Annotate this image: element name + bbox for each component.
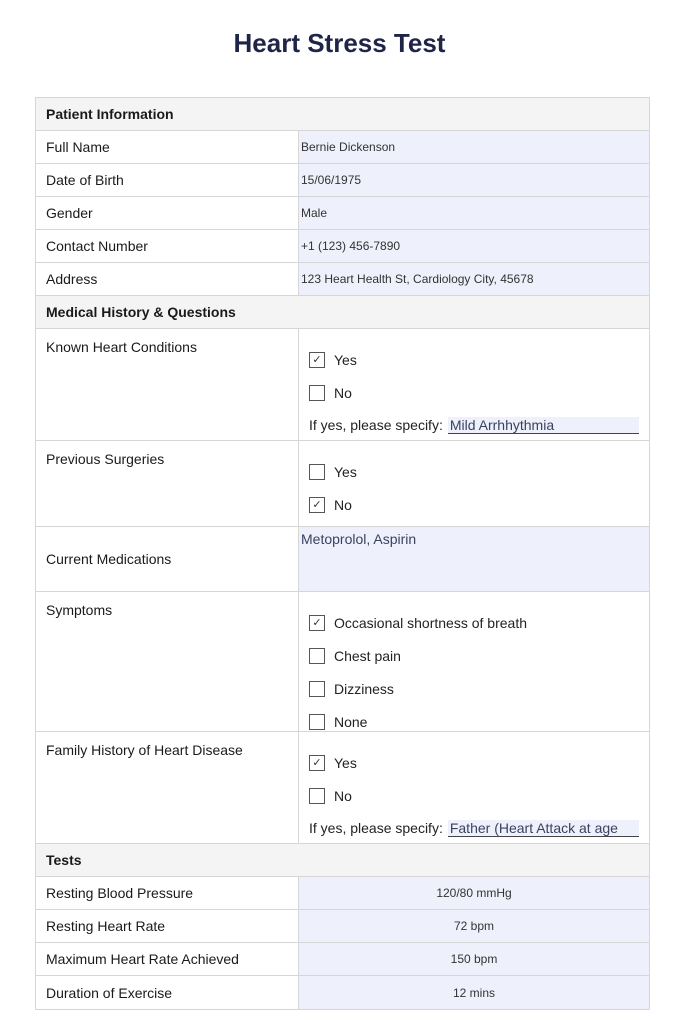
label-address: Address	[36, 263, 299, 295]
label-known-heart-conditions: Known Heart Conditions	[36, 329, 299, 440]
stress-test-form	[35, 97, 650, 1010]
row-symptoms	[36, 592, 649, 732]
option-no[interactable]	[309, 779, 639, 812]
resting-blood-pressure-field[interactable]: 120/80 mmHg	[299, 877, 649, 909]
option-label: Yes	[334, 754, 357, 771]
address-field[interactable]: 123 Heart Health St, Cardiology City, 45678	[299, 263, 649, 295]
row-current-medications	[36, 527, 649, 592]
heart-conditions-options	[299, 329, 649, 440]
row-full-name	[36, 131, 649, 164]
specify-line	[309, 814, 639, 842]
current-medications-field[interactable]: Metoprolol, Aspirin	[299, 527, 649, 591]
gender-field[interactable]: Male	[299, 197, 649, 229]
checkbox[interactable]	[309, 648, 325, 664]
label-family-history: Family History of Heart Disease	[36, 732, 299, 843]
specify-label: If yes, please specify:	[309, 820, 443, 836]
section-medical-history: Medical History & Questions	[36, 296, 649, 329]
row-max-heart-rate	[36, 943, 649, 976]
option-label: Occasional shortness of breath	[334, 614, 527, 631]
option-label: Yes	[334, 351, 357, 368]
option-yes[interactable]	[309, 455, 639, 488]
option-no[interactable]	[309, 376, 639, 409]
option-shortness-of-breath[interactable]	[309, 606, 639, 639]
row-resting-blood-pressure	[36, 877, 649, 910]
label-resting-blood-pressure: Resting Blood Pressure	[36, 877, 299, 909]
label-full-name: Full Name	[36, 131, 299, 163]
row-previous-surgeries	[36, 441, 649, 527]
specify-field[interactable]: Mild Arrhhythmia	[448, 417, 639, 434]
option-no[interactable]	[309, 488, 639, 521]
row-gender	[36, 197, 649, 230]
label-duration-of-exercise: Duration of Exercise	[36, 976, 299, 1009]
option-dizziness[interactable]	[309, 672, 639, 705]
duration-of-exercise-field[interactable]: 12 mins	[299, 976, 649, 1009]
option-label: No	[334, 384, 352, 401]
checkbox[interactable]	[309, 464, 325, 480]
label-previous-surgeries: Previous Surgeries	[36, 441, 299, 526]
option-chest-pain[interactable]	[309, 639, 639, 672]
label-resting-heart-rate: Resting Heart Rate	[36, 910, 299, 942]
date-of-birth-field[interactable]: 15/06/1975	[299, 164, 649, 196]
checkbox[interactable]	[309, 681, 325, 697]
option-label: Yes	[334, 463, 357, 480]
option-label: Chest pain	[334, 647, 401, 664]
specify-field[interactable]: Father (Heart Attack at age	[448, 820, 639, 837]
row-duration-of-exercise	[36, 976, 649, 1009]
surgeries-options	[299, 441, 649, 526]
section-patient-information: Patient Information	[36, 98, 649, 131]
label-gender: Gender	[36, 197, 299, 229]
option-label: No	[334, 496, 352, 513]
row-address	[36, 263, 649, 296]
option-label: Dizziness	[334, 680, 394, 697]
option-yes[interactable]	[309, 746, 639, 779]
row-resting-heart-rate	[36, 910, 649, 943]
full-name-field[interactable]: Bernie Dickenson	[299, 131, 649, 163]
label-contact-number: Contact Number	[36, 230, 299, 262]
checkbox[interactable]	[309, 714, 325, 730]
checkbox[interactable]	[309, 385, 325, 401]
row-date-of-birth	[36, 164, 649, 197]
max-heart-rate-field[interactable]: 150 bpm	[299, 943, 649, 975]
option-label: No	[334, 787, 352, 804]
row-known-heart-conditions	[36, 329, 649, 441]
label-max-heart-rate: Maximum Heart Rate Achieved	[36, 943, 299, 975]
resting-heart-rate-field[interactable]: 72 bpm	[299, 910, 649, 942]
checkbox[interactable]	[309, 788, 325, 804]
specify-label: If yes, please specify:	[309, 417, 443, 433]
row-contact-number	[36, 230, 649, 263]
family-history-options	[299, 732, 649, 843]
option-label: None	[334, 713, 368, 730]
page-title: Heart Stress Test	[233, 28, 446, 58]
label-symptoms: Symptoms	[36, 592, 299, 731]
checkbox[interactable]: ✓	[309, 352, 325, 368]
label-current-medications: Current Medications	[36, 527, 299, 591]
option-yes[interactable]	[309, 343, 639, 376]
section-tests: Tests	[36, 844, 649, 877]
label-date-of-birth: Date of Birth	[36, 164, 299, 196]
row-family-history	[36, 732, 649, 844]
contact-number-field[interactable]: +1 (123) 456-7890	[299, 230, 649, 262]
checkbox[interactable]: ✓	[309, 497, 325, 513]
symptoms-options	[299, 592, 649, 731]
specify-line	[309, 411, 639, 439]
checkbox[interactable]: ✓	[309, 615, 325, 631]
checkbox[interactable]: ✓	[309, 755, 325, 771]
